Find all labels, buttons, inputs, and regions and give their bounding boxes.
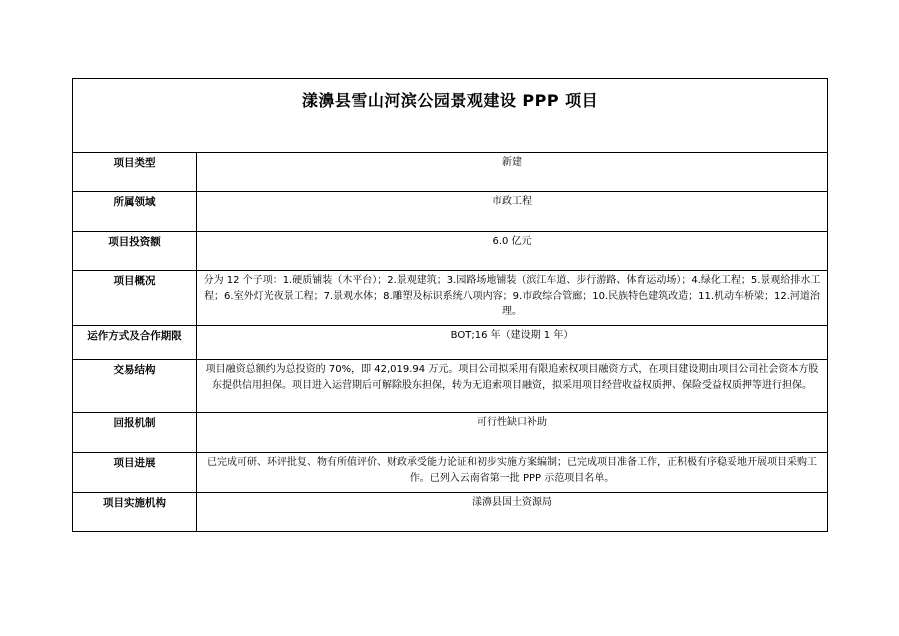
- value-overview: 分为 12 个子项：1.硬质铺装（木平台）；2.景观建筑；3.园路场地铺装（滨江车道、步行游路、体育运动场）；4.绿化工程；5.景观给排水工程；6.室外灯光夜景工程；7.景观水体；8.雕塑及标识系统八项内容；9.市政综合管廊；10.民族特色建筑改造；11.机动车桥梁；12.河道治理。: [197, 271, 828, 326]
- value-implementing-agency: 漾濞县国土资源局: [197, 493, 828, 532]
- table-row-return-mechanism: [73, 413, 828, 453]
- table-row-investment: [73, 232, 828, 271]
- table-row-progress: [73, 453, 828, 493]
- value-field: 市政工程: [197, 192, 828, 232]
- label-return-mechanism: 回报机制: [73, 413, 197, 453]
- label-overview: 项目概况: [73, 271, 197, 326]
- label-operation-mode: 运作方式及合作期限: [73, 326, 197, 360]
- value-project-type: 新建: [197, 153, 828, 192]
- value-transaction-structure: 项目融资总额约为总投资的 70%，即 42,019.94 万元。项目公司拟采用有限追索权项目融资方式，在项目建设期由项目公司社会资本方股东提供信用担保。项目进入运营期后可解除股东担保，转为无追索项目融资，拟采用项目经营收益权质押、保险受益权质押等进行担保。: [197, 360, 828, 413]
- label-transaction-structure: 交易结构: [73, 360, 197, 413]
- label-investment: 项目投资额: [73, 232, 197, 271]
- table-row-transaction-structure: [73, 360, 828, 413]
- value-return-mechanism: 可行性缺口补助: [197, 413, 828, 453]
- label-progress: 项目进展: [73, 453, 197, 493]
- table-row-implementing-agency: [73, 493, 828, 532]
- table-row-overview: [73, 271, 828, 326]
- label-implementing-agency: 项目实施机构: [73, 493, 197, 532]
- project-info-table: [72, 78, 828, 532]
- table-row-field: [73, 192, 828, 232]
- table-row-project-type: [73, 153, 828, 192]
- label-project-type: 项目类型: [73, 153, 197, 192]
- title-row: [73, 79, 828, 153]
- value-progress: 已完成可研、环评批复、物有所值评价、财政承受能力论证和初步实施方案编制；已完成项目准备工作，正积极有序稳妥地开展项目采购工作。已列入云南省第一批 PPP 示范项目名单。: [197, 453, 828, 493]
- value-investment: 6.0 亿元: [197, 232, 828, 271]
- label-field: 所属领域: [73, 192, 197, 232]
- document-title: 漾濞县雪山河滨公园景观建设 PPP 项目: [301, 91, 599, 110]
- value-operation-mode: BOT;16 年（建设期 1 年）: [197, 326, 828, 360]
- title-cell: [73, 79, 828, 153]
- table-row-operation-mode: [73, 326, 828, 360]
